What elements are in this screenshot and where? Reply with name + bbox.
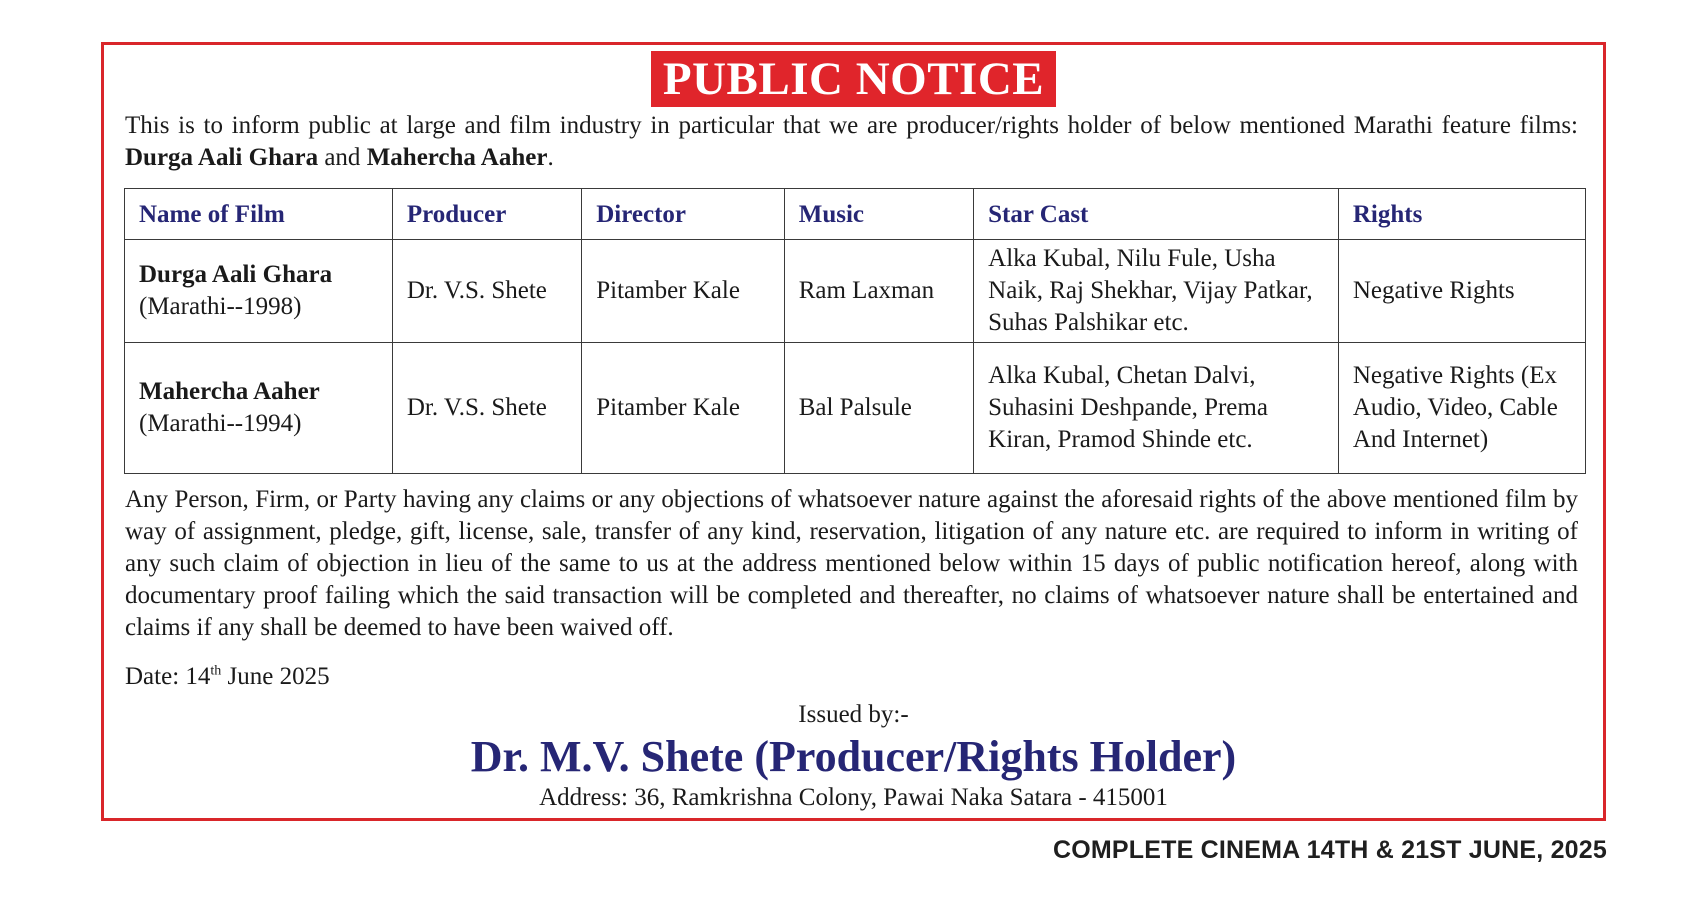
date-prefix: Date: 14 (125, 663, 211, 690)
header-rights: Rights (1338, 189, 1585, 240)
film-cell (125, 343, 393, 474)
rights-cell: Negative Rights (Ex Audio, Video, Cable And Internet) (1338, 343, 1585, 474)
rights-cell: Negative Rights (1338, 240, 1585, 343)
intro-film-2: Mahercha Aaher (366, 144, 548, 171)
date-ordinal: th (210, 663, 222, 679)
header-star-cast: Star Cast (974, 189, 1339, 240)
publication-footer: COMPLETE CINEMA 14TH & 21ST JUNE, 2025 (1052, 836, 1607, 864)
issuer-name: Dr. M.V. Shete (Producer/Rights Holder) (470, 732, 1237, 781)
header-director: Director (582, 189, 784, 240)
star-cast-cell: Alka Kubal, Chetan Dalvi, Suhasini Deshpande, Prema Kiran, Pramod Shinde etc. (974, 343, 1339, 474)
music-cell: Ram Laxman (784, 240, 973, 343)
film-name: Mahercha Aaher (139, 378, 320, 405)
producer-cell: Dr. V.S. Shete (392, 343, 581, 474)
director-cell: Pitamber Kale (582, 343, 784, 474)
issued-by-label: Issued by:- (798, 701, 909, 728)
producer-cell: Dr. V.S. Shete (392, 240, 581, 343)
claims-paragraph: Any Person, Firm, or Party having any claims or any objections of whatsoever nature against the aforesaid rights of the above mentioned film by way of assignment, pledge, gift, license, sale, transfer of any kind, reservation, litigation of any nature etc. are required to inform in writing of any such claim of objection in lieu of the same to us at the address mentioned below within 15 days of public notification hereof, along with documentary proof failing which the said transaction will be completed and thereafter, no claims of whatsoever nature shall be entertained and claims if any shall be deemed to have been waived off. (125, 486, 1578, 641)
star-cast-cell: Alka Kubal, Nilu Fule, Usha Naik, Raj Shekhar, Vijay Patkar, Suhas Palshikar etc. (974, 240, 1339, 343)
intro-film-1: Durga Aali Ghara (125, 144, 319, 171)
header-name-of-film: Name of Film (125, 189, 393, 240)
date-rest: June 2025 (221, 663, 330, 690)
film-cell (125, 240, 393, 343)
table-row (125, 240, 1586, 343)
music-cell: Bal Palsule (784, 343, 973, 474)
title-wrap (104, 51, 1603, 107)
header-producer: Producer (392, 189, 581, 240)
film-year: (Marathi--1994) (139, 410, 302, 437)
table-header-row (125, 189, 1586, 240)
film-name: Durga Aali Ghara (139, 261, 333, 288)
issuer-address: Address: 36, Ramkrishna Colony, Pawai Naka Satara - 415001 (539, 784, 1168, 811)
director-cell: Pitamber Kale (582, 240, 784, 343)
intro-lead: This is to inform public at large and film industry in particular that we are producer/rights holder of below mentioned Marathi feature films: (125, 112, 1578, 139)
public-notice-frame (101, 42, 1606, 821)
intro-paragraph (125, 110, 1578, 174)
notice-title: PUBLIC NOTICE (651, 51, 1056, 107)
intro-joiner: and (318, 144, 367, 171)
film-year: (Marathi--1998) (139, 293, 302, 320)
intro-end: . (547, 144, 554, 171)
header-music: Music (784, 189, 973, 240)
notice-date (125, 661, 330, 693)
table-row (125, 343, 1586, 474)
films-table (124, 188, 1586, 474)
